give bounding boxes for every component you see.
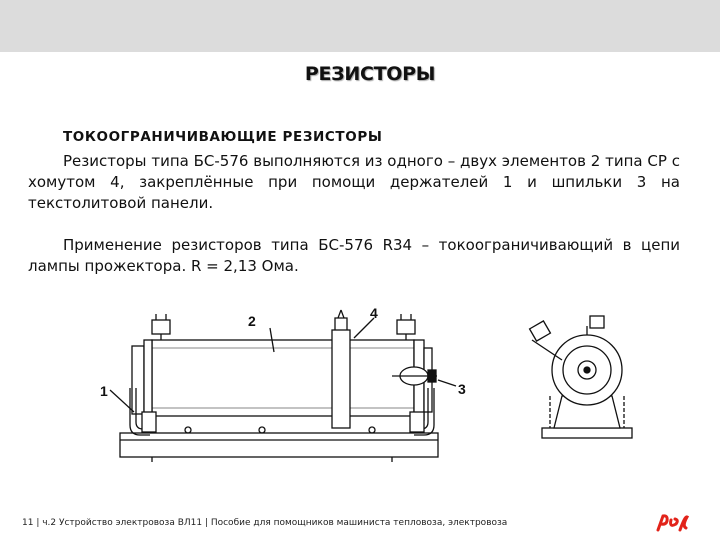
paragraph-gap xyxy=(28,214,680,235)
rzd-logo xyxy=(654,512,690,534)
footer-page-number: 11 xyxy=(22,518,34,528)
callout-1: 1 xyxy=(100,383,108,399)
callout-2: 2 xyxy=(248,313,256,329)
subheading: ТОКООГРАНИЧИВАЮЩИЕ РЕЗИСТОРЫ xyxy=(63,129,383,145)
callout-3: 3 xyxy=(458,381,466,397)
top-band xyxy=(0,0,720,52)
slide-title: РЕЗИСТОРЫ xyxy=(304,63,436,85)
resistor-drawing xyxy=(92,300,652,470)
footer-text: | ч.2 Устройство электровоза ВЛ11 | Пособие для помощников машиниста тепловоза, электровоза xyxy=(36,518,508,528)
body-text xyxy=(28,127,680,277)
footer xyxy=(22,518,642,528)
callout-4: 4 xyxy=(370,305,378,321)
paragraph-application: Применение резисторов типа БС-576 R34 – токоограничивающий в цепи лампы прожектора. R = 2,13 Ома. xyxy=(28,236,680,275)
paragraph-description: Резисторы типа БС-576 выполняются из одного – двух элементов 2 типа СР с хомутом 4, закреплённые при помощи держателей 1 и шпильки 3 на текстолитовой панели. xyxy=(28,152,680,212)
